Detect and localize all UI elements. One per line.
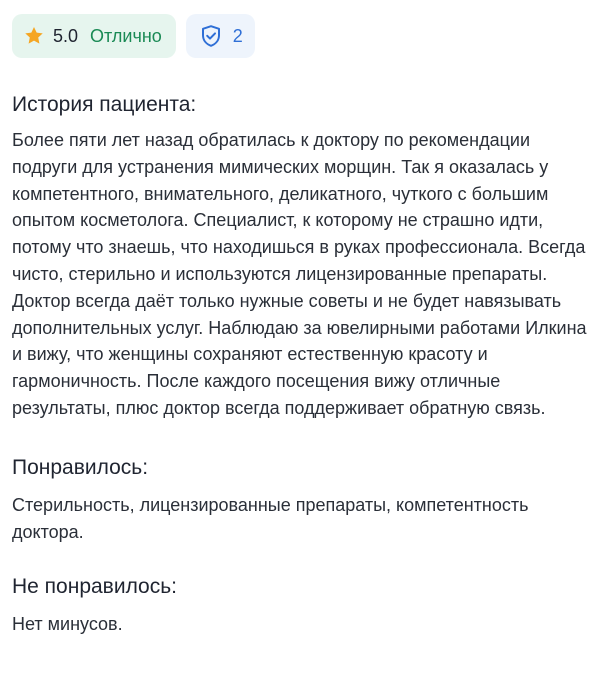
verified-count: 2 [232,25,243,46]
star-icon [23,25,45,47]
rating-score: 5.0 [53,25,79,46]
verified-badge[interactable] [186,14,255,58]
liked-text: Стерильность, лицензированные препараты, компетентность доктора. [12,494,529,542]
disliked-text: Нет минусов. [12,614,123,635]
disliked-title: Не понравилось: [12,575,178,599]
review-badges [12,14,588,58]
rating-badge [12,14,176,58]
history-text: Более пяти лет назад обратилась к доктору по рекомендации подруги для устранения мимических морщин. Так я оказалась у компетентного, внимательного, деликатного, чуткого с большим опытом косметолога. Специалист, к которому не страшно идти, потому что знаешь, что находишься в руках профессионала. Всегда чисто, стерильно и используются лицензированные препараты. Доктор всегда даёт только нужные советы и не будет навязывать дополнительных услуг. Наблюдаю за ювелирными работами Илкина и вижу, что женщины сохраняют естественную красоту и гармоничность. После каждого посещения вижу отличные результаты, плюс доктор всегда поддерживает обратную связь. [12,130,587,418]
rating-grade: Отлично [90,25,162,46]
liked-title: Понравилось: [12,455,149,479]
shield-check-icon [198,23,224,49]
history-title: История пациента: [12,93,197,116]
